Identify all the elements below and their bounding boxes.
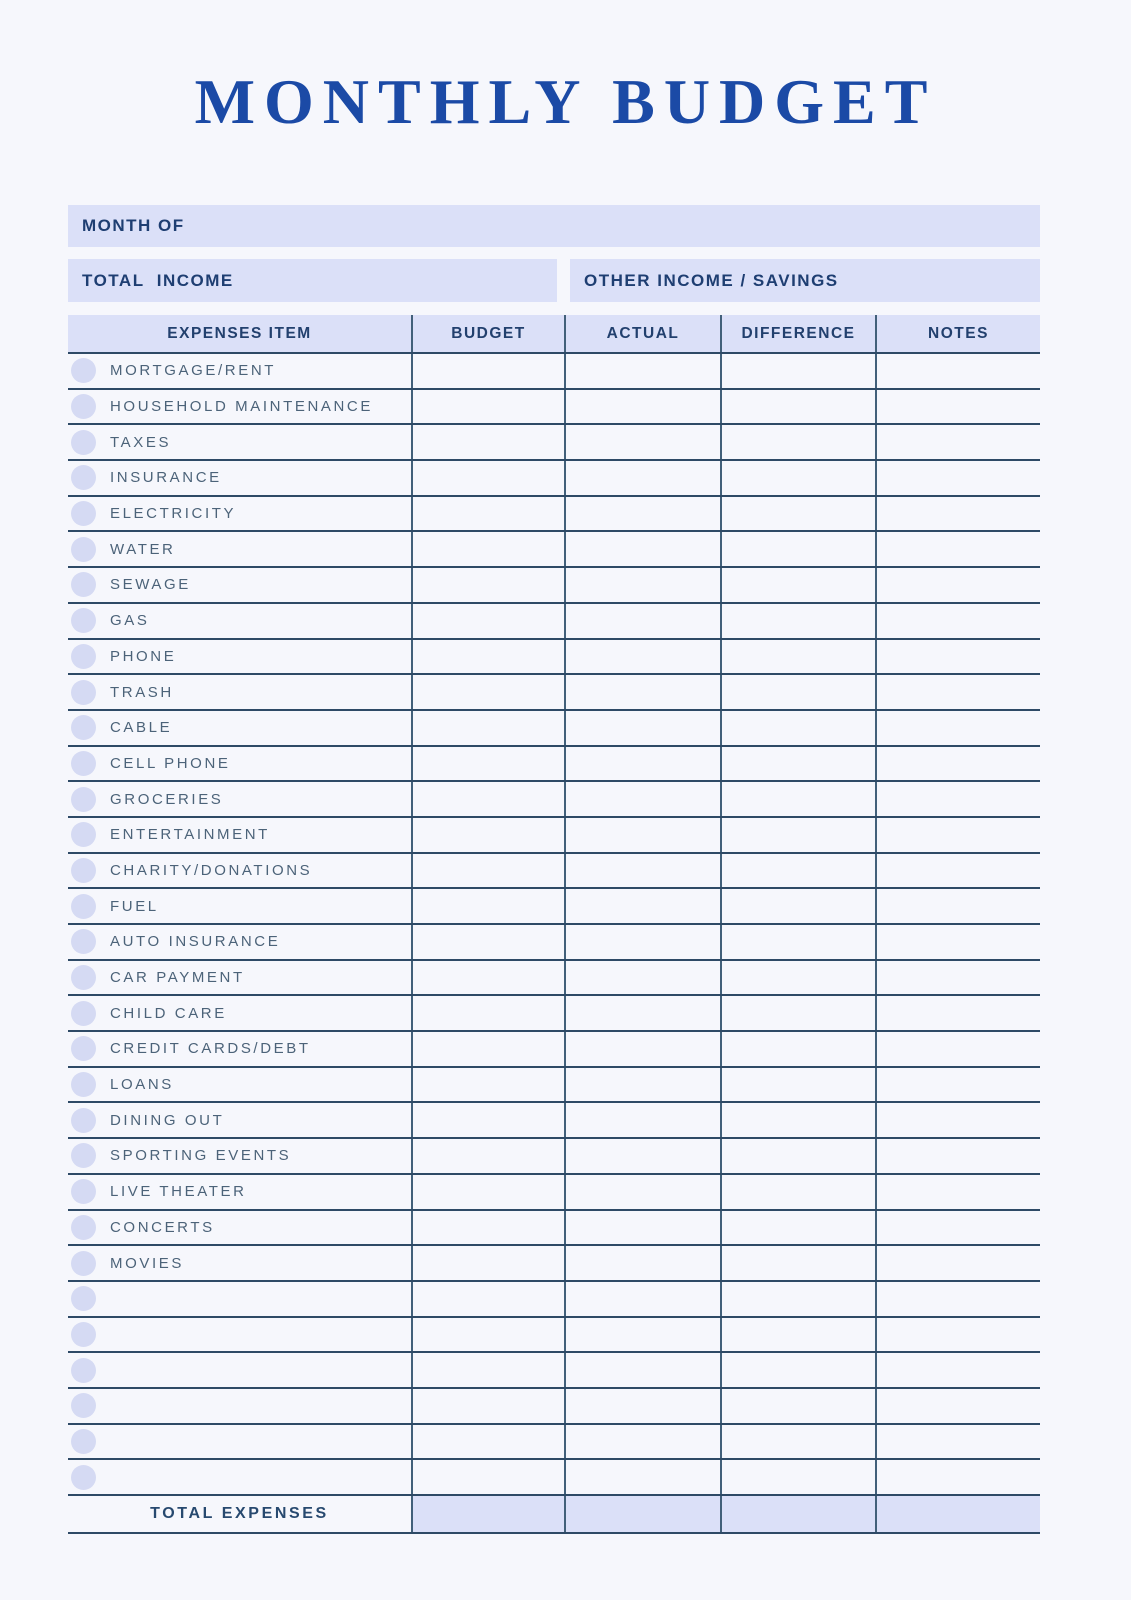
difference-cell[interactable] xyxy=(720,1139,875,1173)
bullet-circle-icon xyxy=(71,1001,96,1026)
budget-cell[interactable] xyxy=(411,532,564,566)
difference-cell[interactable] xyxy=(720,604,875,638)
bullet-circle-icon xyxy=(71,1215,96,1240)
header-expenses-item: EXPENSES ITEM xyxy=(167,324,312,342)
actual-cell[interactable] xyxy=(564,1353,720,1387)
expense-item-label: INSURANCE xyxy=(110,469,222,487)
actual-cell[interactable] xyxy=(564,568,720,602)
table-row xyxy=(68,604,1040,640)
table-row xyxy=(68,961,1040,997)
table-row xyxy=(68,1103,1040,1139)
bullet-circle-icon xyxy=(71,680,96,705)
notes-cell[interactable] xyxy=(875,818,1040,852)
actual-cell[interactable] xyxy=(564,1389,720,1423)
difference-cell[interactable] xyxy=(720,782,875,816)
notes-cell[interactable] xyxy=(875,1353,1040,1387)
expense-item-cell xyxy=(68,675,411,709)
notes-cell[interactable] xyxy=(875,1389,1040,1423)
actual-cell[interactable] xyxy=(564,925,720,959)
difference-cell[interactable] xyxy=(720,675,875,709)
expense-item-label: TAXES xyxy=(110,433,172,451)
header-actual: ACTUAL xyxy=(564,315,720,352)
table-header-row xyxy=(68,315,1040,354)
header-notes: NOTES xyxy=(875,315,1040,352)
budget-cell[interactable] xyxy=(411,1425,564,1459)
actual-cell[interactable] xyxy=(564,640,720,674)
notes-cell[interactable] xyxy=(875,925,1040,959)
expense-item-cell xyxy=(68,1282,411,1316)
bullet-circle-icon xyxy=(71,644,96,669)
actual-cell[interactable] xyxy=(564,818,720,852)
budget-cell[interactable] xyxy=(411,711,564,745)
actual-cell[interactable] xyxy=(564,889,720,923)
budget-cell[interactable] xyxy=(411,568,564,602)
expense-item-label: AUTO INSURANCE xyxy=(110,933,281,951)
table-row xyxy=(68,1460,1040,1496)
expense-item-label: LOANS xyxy=(110,1076,174,1094)
budget-cell[interactable] xyxy=(411,996,564,1030)
bullet-circle-icon xyxy=(71,822,96,847)
notes-cell[interactable] xyxy=(875,747,1040,781)
difference-cell[interactable] xyxy=(720,1425,875,1459)
expense-item-cell xyxy=(68,568,411,602)
table-row xyxy=(68,996,1040,1032)
table-row xyxy=(68,1282,1040,1318)
expense-item-label: CABLE xyxy=(110,719,173,737)
bullet-circle-icon xyxy=(71,858,96,883)
table-row xyxy=(68,747,1040,783)
table-row xyxy=(68,854,1040,890)
expense-item-cell xyxy=(68,782,411,816)
expense-item-cell xyxy=(68,925,411,959)
actual-cell[interactable] xyxy=(564,354,720,388)
difference-cell[interactable] xyxy=(720,1318,875,1352)
actual-cell[interactable] xyxy=(564,532,720,566)
notes-cell[interactable] xyxy=(875,1175,1040,1209)
budget-cell[interactable] xyxy=(411,604,564,638)
total-income-bar xyxy=(68,259,557,302)
expense-item-label: SEWAGE xyxy=(110,576,191,594)
expense-item-label: LIVE THEATER xyxy=(110,1183,247,1201)
expense-item-label: MOVIES xyxy=(110,1254,184,1272)
budget-cell[interactable] xyxy=(411,354,564,388)
notes-cell[interactable] xyxy=(875,854,1040,888)
notes-cell[interactable] xyxy=(875,1318,1040,1352)
expense-item-cell xyxy=(68,1425,411,1459)
budget-cell[interactable] xyxy=(411,854,564,888)
expense-item-label: MORTGAGE/RENT xyxy=(110,362,277,380)
table-row xyxy=(68,354,1040,390)
notes-cell[interactable] xyxy=(875,1139,1040,1173)
other-income-savings-bar xyxy=(570,259,1040,302)
table-row xyxy=(68,1211,1040,1247)
difference-cell[interactable] xyxy=(720,568,875,602)
bullet-circle-icon xyxy=(71,1429,96,1454)
actual-cell[interactable] xyxy=(564,1139,720,1173)
notes-cell[interactable] xyxy=(875,461,1040,495)
budget-cell[interactable] xyxy=(411,747,564,781)
expense-item-cell xyxy=(68,1318,411,1352)
difference-cell[interactable] xyxy=(720,1282,875,1316)
notes-cell[interactable] xyxy=(875,1103,1040,1137)
table-row xyxy=(68,1246,1040,1282)
notes-cell[interactable] xyxy=(875,390,1040,424)
expense-item-label: FUEL xyxy=(110,897,159,915)
actual-cell[interactable] xyxy=(564,1175,720,1209)
difference-cell[interactable] xyxy=(720,1460,875,1494)
expense-item-cell xyxy=(68,711,411,745)
difference-cell[interactable] xyxy=(720,390,875,424)
expense-item-cell xyxy=(68,818,411,852)
budget-cell[interactable] xyxy=(411,675,564,709)
notes-cell[interactable] xyxy=(875,889,1040,923)
notes-cell[interactable] xyxy=(875,1211,1040,1245)
actual-cell[interactable] xyxy=(564,782,720,816)
other-income-savings-label: OTHER INCOME / SAVINGS xyxy=(584,270,839,290)
notes-cell[interactable] xyxy=(875,1425,1040,1459)
bullet-circle-icon xyxy=(71,1036,96,1061)
actual-cell[interactable] xyxy=(564,604,720,638)
table-row xyxy=(68,1032,1040,1068)
actual-cell[interactable] xyxy=(564,1211,720,1245)
expense-item-label: TRASH xyxy=(110,683,174,701)
expense-item-label: WATER xyxy=(110,540,176,558)
bullet-circle-icon xyxy=(71,537,96,562)
table-row xyxy=(68,568,1040,604)
budget-cell[interactable] xyxy=(411,1353,564,1387)
budget-cell[interactable] xyxy=(411,1282,564,1316)
expense-item-cell xyxy=(68,889,411,923)
budget-cell[interactable] xyxy=(411,925,564,959)
expense-item-cell xyxy=(68,1032,411,1066)
expense-item-label: GAS xyxy=(110,612,150,630)
bullet-circle-icon xyxy=(71,1251,96,1276)
bullet-circle-icon xyxy=(71,894,96,919)
table-row xyxy=(68,1139,1040,1175)
page-title: MONTHLY BUDGET xyxy=(194,66,937,137)
expense-item-label: ELECTRICITY xyxy=(110,505,237,523)
expense-item-label: CONCERTS xyxy=(110,1218,215,1236)
actual-cell[interactable] xyxy=(564,854,720,888)
bullet-circle-icon xyxy=(71,465,96,490)
bullet-circle-icon xyxy=(71,394,96,419)
notes-cell[interactable] xyxy=(875,1246,1040,1280)
expense-item-cell xyxy=(68,747,411,781)
income-bars-row xyxy=(68,259,1040,302)
difference-cell[interactable] xyxy=(720,497,875,531)
bullet-circle-icon xyxy=(71,608,96,633)
expense-item-cell xyxy=(68,354,411,388)
budget-cell[interactable] xyxy=(411,1389,564,1423)
expense-item-label: DINING OUT xyxy=(110,1111,225,1129)
actual-cell[interactable] xyxy=(564,497,720,531)
expense-item-cell xyxy=(68,1246,411,1280)
difference-cell[interactable] xyxy=(720,1211,875,1245)
budget-cell[interactable] xyxy=(411,640,564,674)
table-row xyxy=(68,390,1040,426)
expense-item-label: ENTERTAINMENT xyxy=(110,826,270,844)
table-row xyxy=(68,640,1040,676)
bullet-circle-icon xyxy=(71,1322,96,1347)
other-income-input-area[interactable] xyxy=(839,259,1026,302)
budget-cell[interactable] xyxy=(411,782,564,816)
difference-cell[interactable] xyxy=(720,461,875,495)
notes-cell[interactable] xyxy=(875,532,1040,566)
budget-cell[interactable] xyxy=(411,1032,564,1066)
bullet-circle-icon xyxy=(71,1465,96,1490)
expense-item-cell xyxy=(68,497,411,531)
table-row xyxy=(68,1389,1040,1425)
expense-item-label: PHONE xyxy=(110,647,177,665)
expense-item-cell xyxy=(68,640,411,674)
page-content xyxy=(68,205,1040,1534)
total-actual-cell[interactable] xyxy=(564,1496,720,1532)
budget-cell[interactable] xyxy=(411,818,564,852)
table-row xyxy=(68,1425,1040,1461)
notes-cell[interactable] xyxy=(875,354,1040,388)
bullet-circle-icon xyxy=(71,430,96,455)
budget-cell[interactable] xyxy=(411,425,564,459)
budget-cell[interactable] xyxy=(411,461,564,495)
notes-cell[interactable] xyxy=(875,604,1040,638)
expenses-table xyxy=(68,315,1040,1534)
table-row xyxy=(68,925,1040,961)
month-of-label: MONTH OF xyxy=(82,216,185,235)
actual-cell[interactable] xyxy=(564,996,720,1030)
difference-cell[interactable] xyxy=(720,747,875,781)
expense-item-label: CAR PAYMENT xyxy=(110,969,245,987)
actual-cell[interactable] xyxy=(564,1068,720,1102)
difference-cell[interactable] xyxy=(720,961,875,995)
budget-cell[interactable] xyxy=(411,1460,564,1494)
table-row xyxy=(68,425,1040,461)
notes-cell[interactable] xyxy=(875,711,1040,745)
table-row xyxy=(68,1353,1040,1389)
actual-cell[interactable] xyxy=(564,1318,720,1352)
notes-cell[interactable] xyxy=(875,996,1040,1030)
expense-item-cell xyxy=(68,604,411,638)
table-row xyxy=(68,532,1040,568)
difference-cell[interactable] xyxy=(720,425,875,459)
actual-cell[interactable] xyxy=(564,1103,720,1137)
expense-item-cell xyxy=(68,1389,411,1423)
expense-item-label: SPORTING EVENTS xyxy=(110,1147,292,1165)
actual-cell[interactable] xyxy=(564,1425,720,1459)
actual-cell[interactable] xyxy=(564,425,720,459)
actual-cell[interactable] xyxy=(564,1282,720,1316)
table-row xyxy=(68,461,1040,497)
budget-cell[interactable] xyxy=(411,1068,564,1102)
actual-cell[interactable] xyxy=(564,675,720,709)
notes-cell[interactable] xyxy=(875,1068,1040,1102)
expense-item-label: CHARITY/DONATIONS xyxy=(110,861,313,879)
expense-item-cell xyxy=(68,1211,411,1245)
notes-cell[interactable] xyxy=(875,1282,1040,1316)
notes-cell[interactable] xyxy=(875,961,1040,995)
budget-cell[interactable] xyxy=(411,1139,564,1173)
budget-cell[interactable] xyxy=(411,1318,564,1352)
total-expenses-row xyxy=(68,1496,1040,1534)
difference-cell[interactable] xyxy=(720,925,875,959)
expense-rows xyxy=(68,354,1040,1496)
total-income-label: TOTAL INCOME xyxy=(82,270,234,290)
bullet-circle-icon xyxy=(71,1072,96,1097)
notes-cell[interactable] xyxy=(875,675,1040,709)
header-budget: BUDGET xyxy=(411,315,564,352)
actual-cell[interactable] xyxy=(564,461,720,495)
expense-item-cell xyxy=(68,1460,411,1494)
expense-item-cell xyxy=(68,961,411,995)
bullet-circle-icon xyxy=(71,715,96,740)
difference-cell[interactable] xyxy=(720,1389,875,1423)
expense-item-cell xyxy=(68,854,411,888)
notes-cell[interactable] xyxy=(875,568,1040,602)
expense-item-cell xyxy=(68,390,411,424)
budget-cell[interactable] xyxy=(411,889,564,923)
bullet-circle-icon xyxy=(71,1143,96,1168)
budget-cell[interactable] xyxy=(411,497,564,531)
table-row xyxy=(68,818,1040,854)
total-difference-cell[interactable] xyxy=(720,1496,875,1532)
difference-cell[interactable] xyxy=(720,1068,875,1102)
difference-cell[interactable] xyxy=(720,640,875,674)
actual-cell[interactable] xyxy=(564,1032,720,1066)
actual-cell[interactable] xyxy=(564,961,720,995)
bullet-circle-icon xyxy=(71,1108,96,1133)
bullet-circle-icon xyxy=(71,965,96,990)
bullet-circle-icon xyxy=(71,1393,96,1418)
actual-cell[interactable] xyxy=(564,390,720,424)
expense-item-cell xyxy=(68,1068,411,1102)
table-row xyxy=(68,1068,1040,1104)
month-of-bar xyxy=(68,205,1040,247)
expense-item-cell xyxy=(68,532,411,566)
total-budget-cell[interactable] xyxy=(411,1496,564,1532)
total-income-input-area[interactable] xyxy=(234,259,543,302)
bullet-circle-icon xyxy=(71,1179,96,1204)
budget-cell[interactable] xyxy=(411,1246,564,1280)
expense-item-label: GROCERIES xyxy=(110,790,224,808)
budget-cell[interactable] xyxy=(411,1103,564,1137)
expense-item-label: CHILD CARE xyxy=(110,1004,227,1022)
table-row xyxy=(68,497,1040,533)
table-row xyxy=(68,711,1040,747)
expense-item-label: CELL PHONE xyxy=(110,754,231,772)
bullet-circle-icon xyxy=(71,751,96,776)
bullet-circle-icon xyxy=(71,501,96,526)
expense-item-cell xyxy=(68,1139,411,1173)
table-row xyxy=(68,675,1040,711)
difference-cell[interactable] xyxy=(720,1246,875,1280)
expense-item-label: HOUSEHOLD MAINTENANCE xyxy=(110,398,373,416)
difference-cell[interactable] xyxy=(720,996,875,1030)
bullet-circle-icon xyxy=(71,929,96,954)
actual-cell[interactable] xyxy=(564,747,720,781)
difference-cell[interactable] xyxy=(720,1353,875,1387)
notes-cell[interactable] xyxy=(875,497,1040,531)
notes-cell[interactable] xyxy=(875,640,1040,674)
expense-item-cell xyxy=(68,996,411,1030)
difference-cell[interactable] xyxy=(720,354,875,388)
difference-cell[interactable] xyxy=(720,1175,875,1209)
budget-cell[interactable] xyxy=(411,390,564,424)
bullet-circle-icon xyxy=(71,358,96,383)
difference-cell[interactable] xyxy=(720,818,875,852)
header-difference: DIFFERENCE xyxy=(720,315,875,352)
bullet-circle-icon xyxy=(71,1286,96,1311)
notes-cell[interactable] xyxy=(875,1032,1040,1066)
expense-item-cell xyxy=(68,1103,411,1137)
table-row xyxy=(68,782,1040,818)
difference-cell[interactable] xyxy=(720,854,875,888)
notes-cell[interactable] xyxy=(875,782,1040,816)
expense-item-cell xyxy=(68,1353,411,1387)
bullet-circle-icon xyxy=(71,1358,96,1383)
budget-cell[interactable] xyxy=(411,1211,564,1245)
difference-cell[interactable] xyxy=(720,1032,875,1066)
difference-cell[interactable] xyxy=(720,889,875,923)
table-row xyxy=(68,1318,1040,1354)
month-of-input-area[interactable] xyxy=(185,205,1026,247)
expense-item-cell xyxy=(68,461,411,495)
difference-cell[interactable] xyxy=(720,532,875,566)
total-expenses-label: TOTAL EXPENSES xyxy=(150,1505,329,1522)
bullet-circle-icon xyxy=(71,787,96,812)
actual-cell[interactable] xyxy=(564,1460,720,1494)
bullet-circle-icon xyxy=(71,572,96,597)
budget-cell[interactable] xyxy=(411,961,564,995)
table-row xyxy=(68,1175,1040,1211)
notes-cell[interactable] xyxy=(875,1460,1040,1494)
expense-item-cell xyxy=(68,1175,411,1209)
actual-cell[interactable] xyxy=(564,1246,720,1280)
difference-cell[interactable] xyxy=(720,1103,875,1137)
expense-item-label: CREDIT CARDS/DEBT xyxy=(110,1040,311,1058)
total-notes-cell[interactable] xyxy=(875,1496,1040,1532)
budget-cell[interactable] xyxy=(411,1175,564,1209)
expense-item-cell xyxy=(68,425,411,459)
table-row xyxy=(68,889,1040,925)
actual-cell[interactable] xyxy=(564,711,720,745)
notes-cell[interactable] xyxy=(875,425,1040,459)
difference-cell[interactable] xyxy=(720,711,875,745)
